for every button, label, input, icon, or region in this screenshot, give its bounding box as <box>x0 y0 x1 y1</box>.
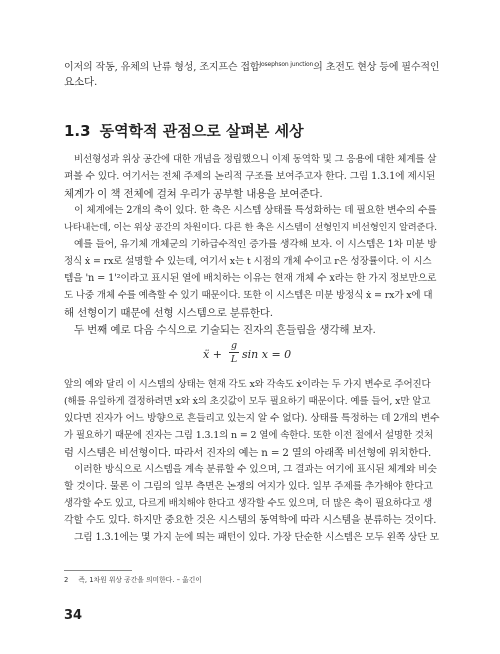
paragraph-line: 이 체계에는 2개의 축이 있다. 한 축은 시스템 상태를 특성화하는 데 필요한 변수의 수를 <box>74 205 437 216</box>
section-heading <box>64 120 304 141</box>
intro-line-1: 이저의 작동, 유체의 난류 형성, 조지프슨 접합$^{Josephson junction}$의 초전도 현상 등에 필수적인 <box>64 61 440 73</box>
equation-lhs: ẍ + <box>203 348 222 361</box>
paragraph-line: 정식 ẋ = rx로 설명할 수 있는데, 여기서 x는 t 시점의 개체 수이고 r은 성장률이다. 이 시스 <box>64 256 432 267</box>
paragraph-line: 생각할 수도 있고, 다르게 배치해야 한다고 생각할 수도 있으며, 더 많은 축이 필요하다고 생 <box>64 498 433 509</box>
paragraph-line: 도 나중 개체 수를 예측할 수 있기 때문이다. 또한 이 시스템은 미분 방정식 ẋ = rx가 x에 대 <box>64 290 433 301</box>
paragraph-line: 있다면 진자가 어느 방향으로 흔들리고 있는지 알 수 없다). 상태를 특정하는 데 2개의 변수 <box>64 413 440 424</box>
paragraph-line: 해 선형이기 때문에 선형 시스템으로 분류한다. <box>64 307 273 319</box>
paragraph-line: 앞의 예와 달리 이 시스템의 상태는 현재 각도 x와 각속도 ẋ이라는 두 가지 변수로 주어진다 <box>64 379 431 390</box>
paragraph-line: 두 번째 예로 다음 수식으로 기술되는 진자의 흔들림을 생각해 보자. <box>74 324 376 336</box>
intro-line-2: 요소다. <box>64 76 98 88</box>
paragraph-line: 그림 1.3.1에는 몇 가지 눈에 띄는 패턴이 있다. 가장 단순한 시스템은 모두 왼쪽 상단 모 <box>74 532 439 543</box>
section-number: 1.3 <box>64 122 91 140</box>
paragraph-line: 각할 수도 있다. 하지만 중요한 것은 시스템의 동역학에 따라 시스템을 분류하는 것이다. <box>64 515 437 526</box>
paragraph-line: 가 필요하기 때문에 진자는 그림 1.3.1의 n = 2 열에 속한다. 또한 이전 절에서 설명한 것처 <box>64 430 433 441</box>
section-title: 동역학적 관점으로 살펴본 세상 <box>99 122 304 140</box>
paragraph-line: 펴볼 수 있다. 여기서는 전체 주제의 논리적 구조를 보여주고자 한다. 그림 1.3.1에 제시된 <box>64 171 436 182</box>
footnote-text: 즉, 1차원 위상 공간을 의미한다. – 옮긴이 <box>78 576 202 584</box>
josephson-superscript: Josephson junction <box>259 61 314 68</box>
paragraph-line: 템을 'n = 1'²이라고 표시된 열에 배치하는 이유는 현재 개체 수 x라는 한 가지 정보만으로 <box>64 273 437 284</box>
fraction-numerator: g <box>230 340 238 351</box>
paragraph-line: 할 것이다. 물론 이 그림의 일부 측면은 논쟁의 여지가 있다. 일부 주제를 추가해야 한다고 <box>64 481 433 492</box>
paragraph-line: 나타내는데, 이는 위상 공간의 차원이다. 다른 한 축은 시스템이 선형인지 비선형인지 알려준다. <box>64 222 437 233</box>
pendulum-equation <box>203 340 292 370</box>
paragraph-line: 럼 시스템은 비선형이다. 따라서 진자의 예는 n = 2 열의 아래쪽 비선형에 위치한다. <box>64 447 432 459</box>
footnote-number: 2 <box>64 576 69 584</box>
fraction-denominator: L <box>230 354 238 365</box>
paragraph-line: 이러한 방식으로 시스템을 계속 분류할 수 있으며, 그 결과는 여기에 표시된 체계와 비슷 <box>74 464 437 475</box>
page-number: 34 <box>64 608 83 623</box>
footnote <box>64 574 202 584</box>
paragraph-line: 비선형성과 위상 공간에 대한 개념을 정립했으니 이제 동역학 및 그 응용에 대한 체계를 살 <box>74 154 437 165</box>
equation-fraction <box>229 340 239 365</box>
footnote-divider <box>64 570 132 571</box>
equation-rhs: sin x = 0 <box>242 348 292 361</box>
paragraph-line: 예를 들어, 유기체 개체군의 기하급수적인 증가를 생각해 보자. 이 시스템은 1차 미분 방 <box>74 239 437 250</box>
paragraph-line: 체계가 이 책 전체에 걸쳐 우리가 공부할 내용을 보여준다. <box>64 188 323 200</box>
paragraph-line: (해를 유일하게 결정하려면 x와 ẋ의 초깃값이 모두 필요하기 때문이다. 예를 들어, x만 알고 <box>64 396 431 407</box>
